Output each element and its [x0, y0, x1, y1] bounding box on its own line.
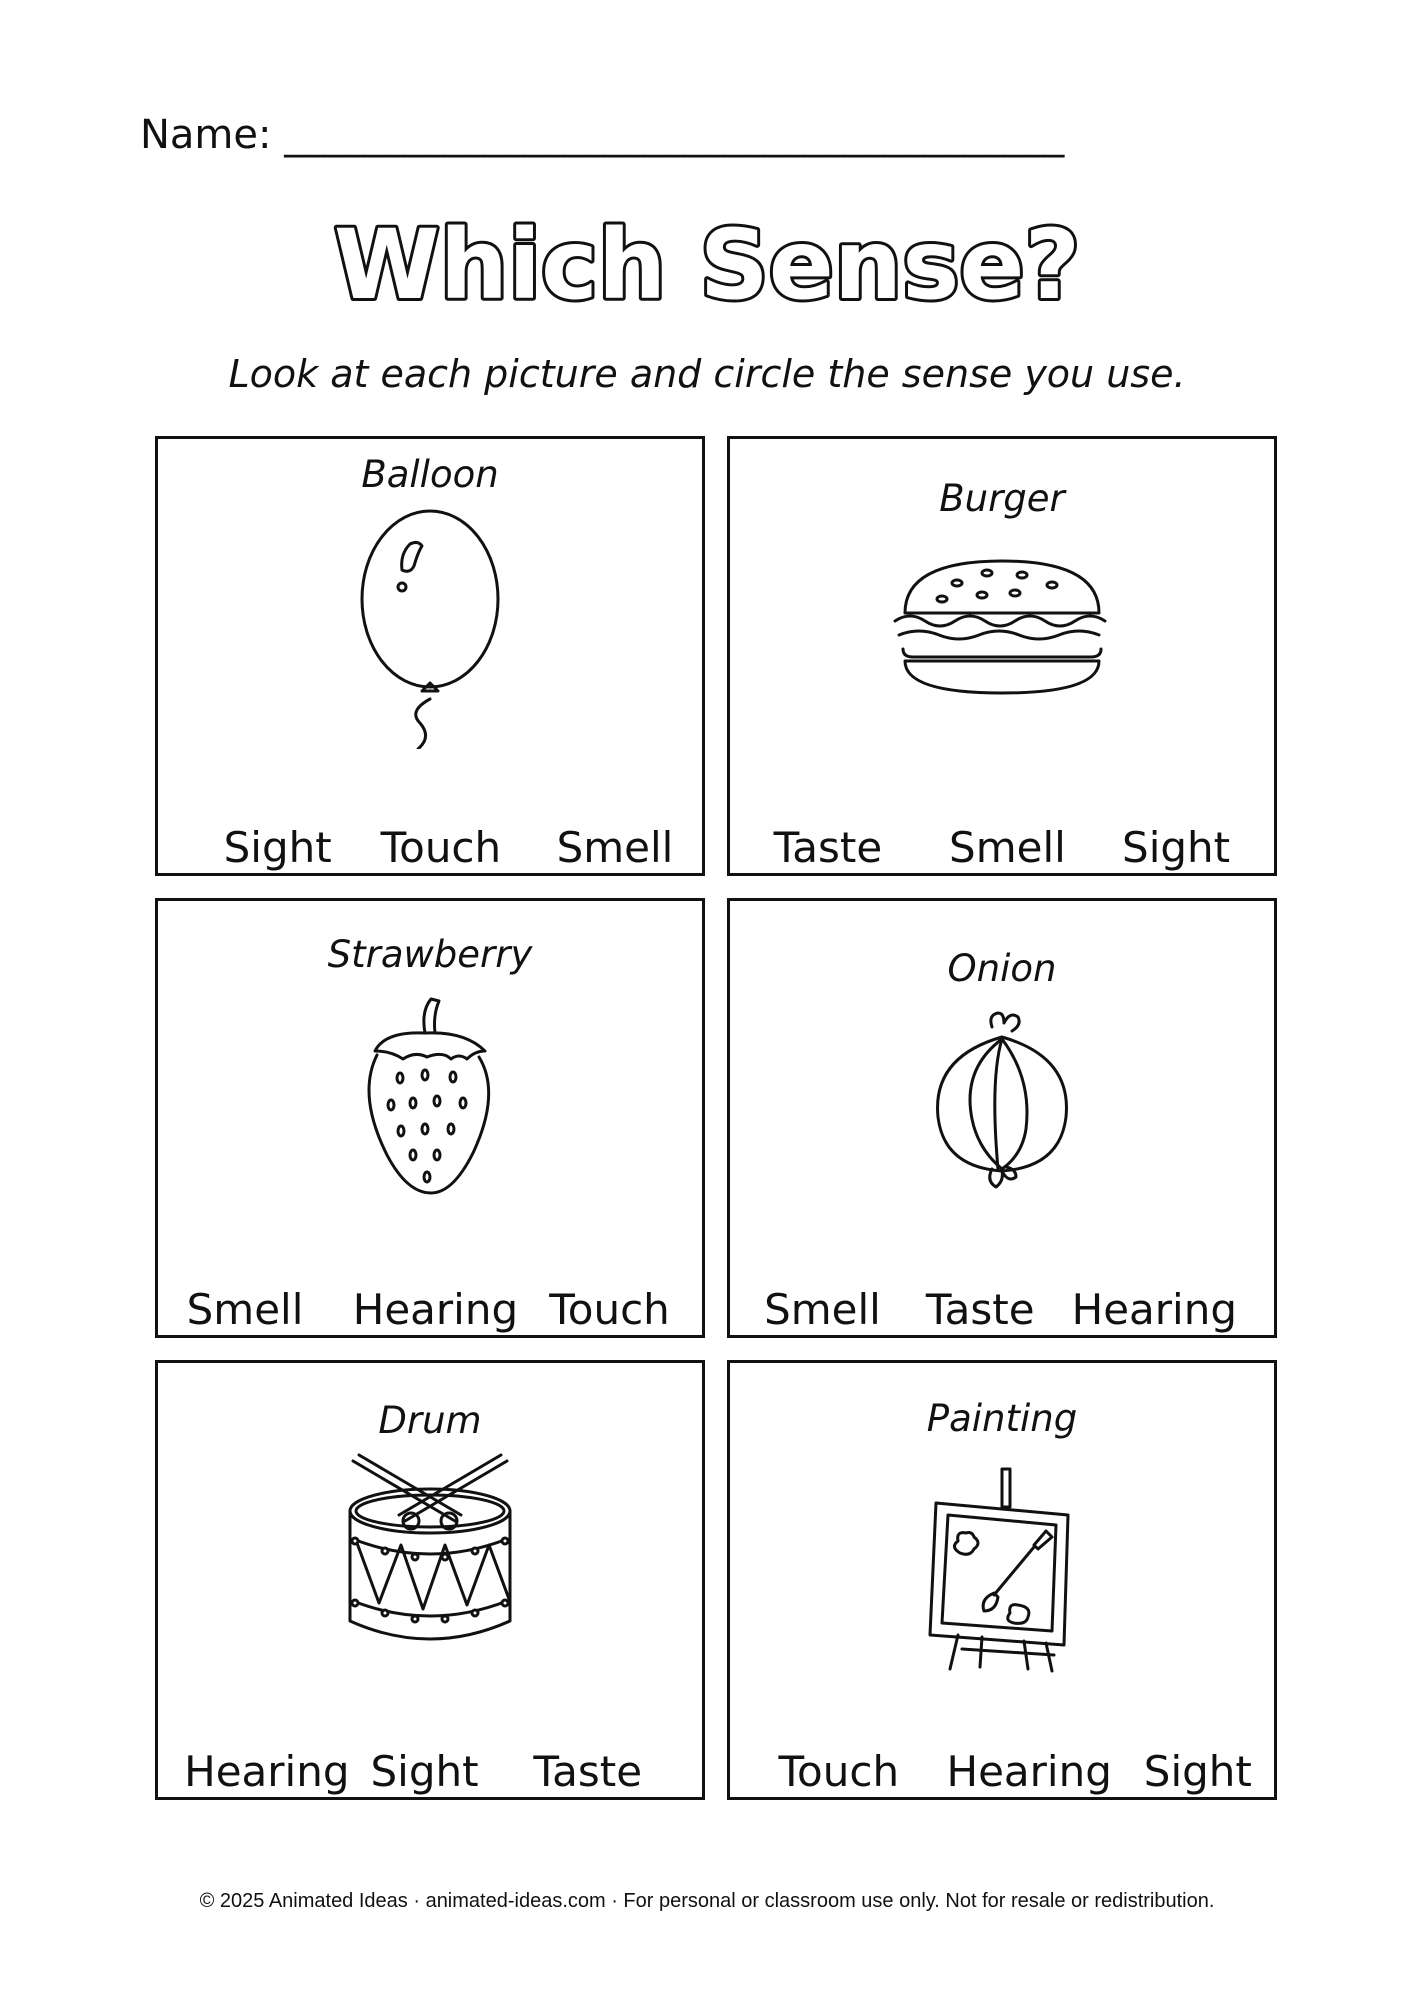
- drum-icon: [158, 1451, 702, 1641]
- instructions: Look at each picture and circle the sense you use.: [228, 352, 1186, 396]
- option-touch[interactable]: Touch: [549, 1285, 670, 1334]
- card-drum: [155, 1360, 705, 1800]
- option-sight[interactable]: Sight: [1143, 1747, 1252, 1796]
- card-strawberry: [155, 898, 705, 1338]
- option-sight[interactable]: Sight: [223, 823, 332, 872]
- card-label: Drum: [378, 1399, 482, 1442]
- option-touch[interactable]: Touch: [380, 823, 502, 872]
- card-painting: [727, 1360, 1277, 1800]
- option-taste[interactable]: Taste: [773, 823, 883, 872]
- card-label: Onion: [947, 947, 1057, 990]
- option-taste[interactable]: Taste: [533, 1747, 643, 1796]
- option-hearing[interactable]: Hearing: [1071, 1285, 1237, 1334]
- option-smell[interactable]: Smell: [949, 823, 1066, 872]
- card-label: Balloon: [361, 453, 499, 496]
- option-sight[interactable]: Sight: [1122, 823, 1231, 872]
- burger-icon: [730, 551, 1274, 701]
- card-burger: [727, 436, 1277, 876]
- card-balloon: [155, 436, 705, 876]
- painting-icon: [730, 1463, 1274, 1673]
- card-onion: [727, 898, 1277, 1338]
- option-smell[interactable]: Smell: [556, 823, 674, 872]
- option-hearing[interactable]: Hearing: [184, 1747, 350, 1796]
- option-taste[interactable]: Taste: [925, 1285, 1035, 1334]
- onion-icon: [730, 1009, 1274, 1189]
- option-hearing[interactable]: Hearing: [946, 1747, 1112, 1796]
- name-line: Name: _______________________________________: [140, 112, 1065, 158]
- strawberry-icon: [158, 993, 702, 1203]
- card-label: Strawberry: [327, 933, 533, 976]
- option-touch[interactable]: Touch: [778, 1747, 900, 1796]
- card-label: Painting: [926, 1397, 1078, 1440]
- option-hearing[interactable]: Hearing: [352, 1285, 519, 1334]
- page-title: [0, 210, 1414, 320]
- balloon-icon: [158, 509, 702, 749]
- option-smell[interactable]: Smell: [186, 1285, 304, 1334]
- option-smell[interactable]: Smell: [764, 1285, 881, 1334]
- page-title-text: Which Sense?: [333, 210, 1081, 320]
- card-label: Burger: [939, 477, 1065, 520]
- footer-copyright: © 2025 Animated Ideas · animated-ideas.com · For personal or classroom use only. Not for resale or redistribution.: [199, 1890, 1215, 1912]
- option-sight[interactable]: Sight: [370, 1747, 479, 1796]
